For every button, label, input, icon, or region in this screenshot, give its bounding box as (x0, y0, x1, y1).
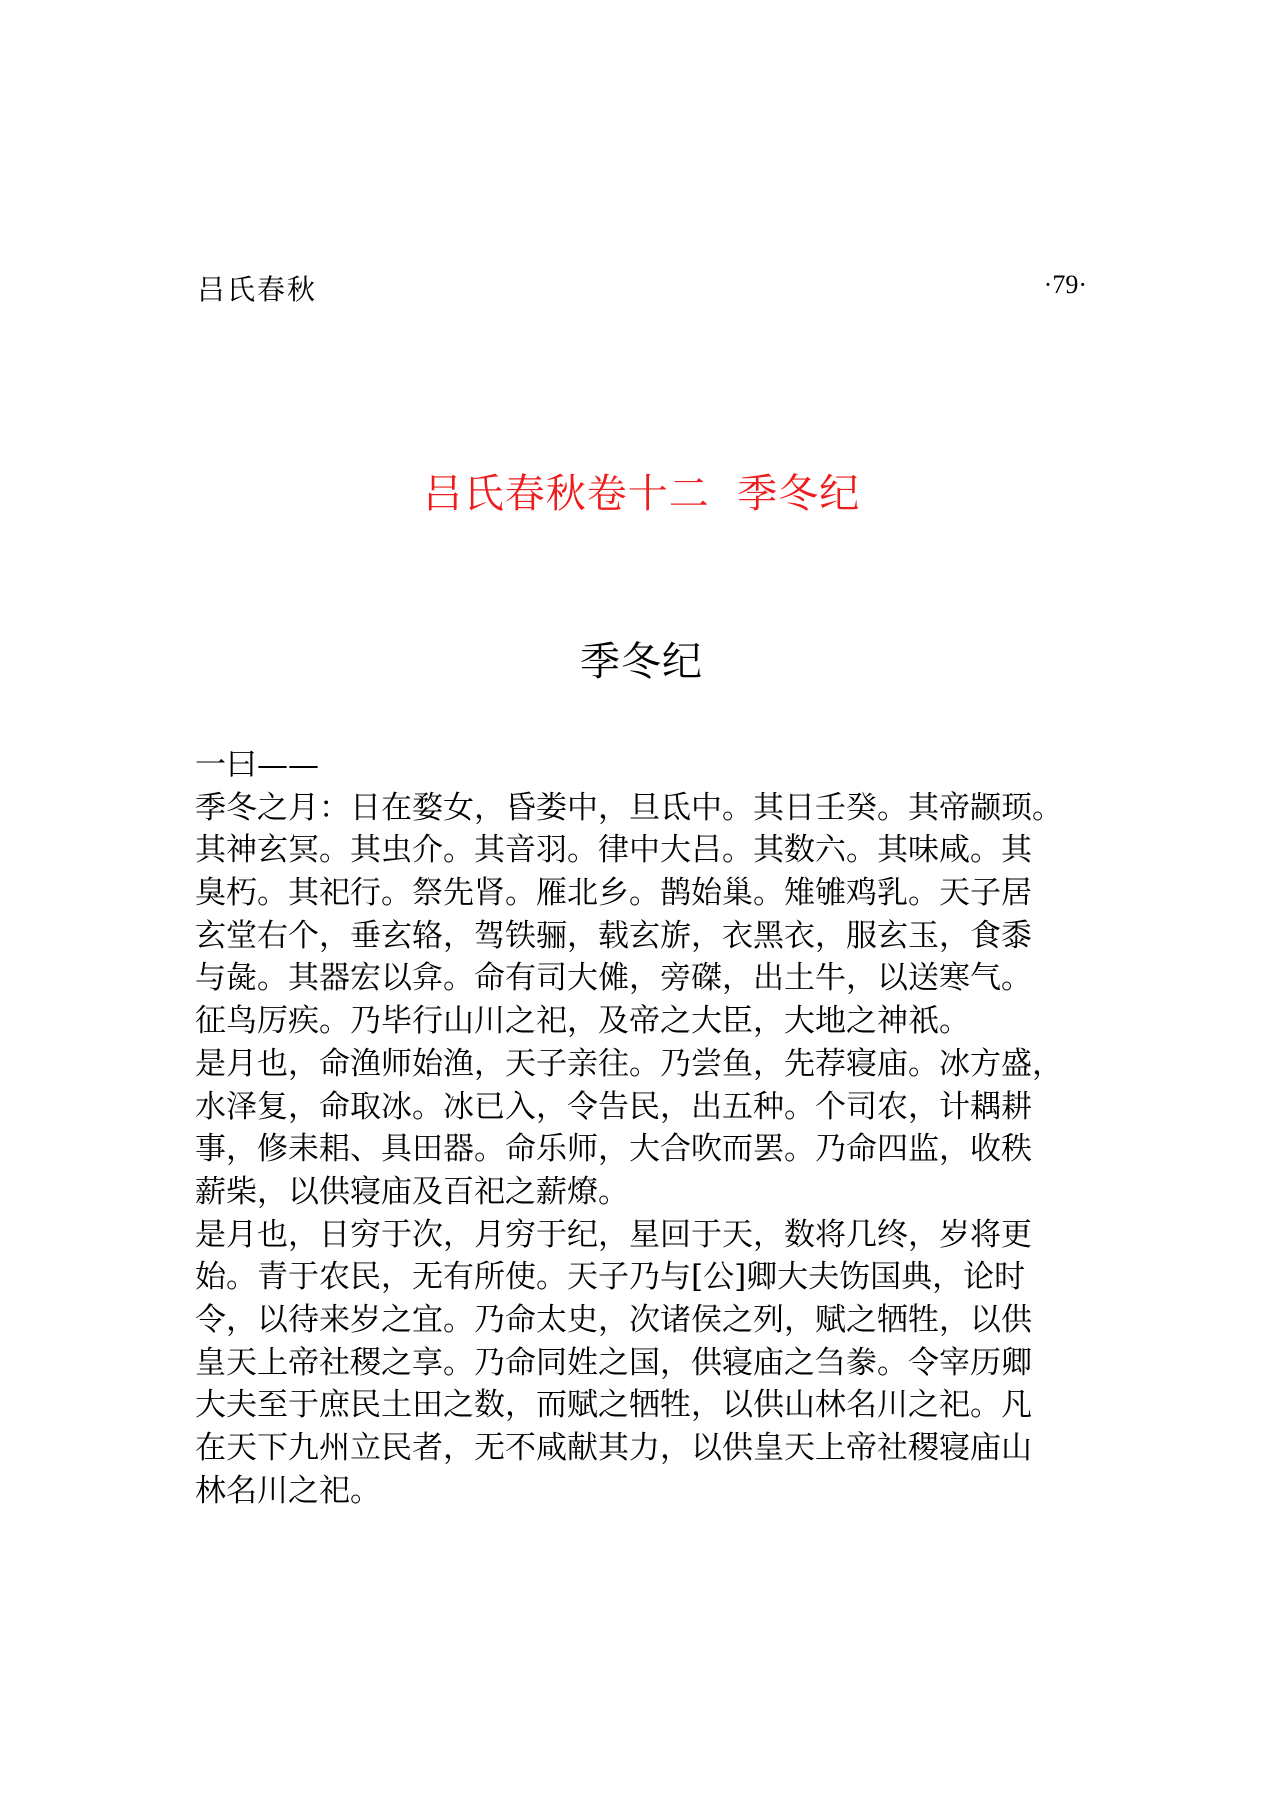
text-line: 大夫至于庶民土田之数，而赋之牺牲，以供山林名川之祀。凡 (195, 1387, 1032, 1424)
text-line: 臭朽。其祀行。祭先肾。雁北乡。鹊始巢。雉雊鸡乳。天子居 (195, 875, 1032, 912)
page-number: ·79· (1043, 270, 1087, 299)
book-title: 吕氏春秋 (197, 273, 318, 306)
text-line: 薪柴，以供寝庙及百祀之薪燎。 (195, 1173, 629, 1210)
text-line: 是月也，日穷于次，月穷于纪，星回于天，数将几终，岁将更 (195, 1216, 1032, 1253)
text-line: 季冬之月：日在婺女，昏娄中，旦氐中。其日壬癸。其帝颛顼。 (195, 789, 1063, 826)
text-line: 在天下九州立民者，无不咸献其力，以供皇天上帝社稷寝庙山 (195, 1430, 1032, 1466)
text-line: 令，以待来岁之宜。乃命太史，次诸侯之列，赋之牺牲，以供 (195, 1301, 1032, 1338)
body-text (195, 744, 1105, 1512)
text-line: 始。青于农民，无有所使。天子乃与[公]卿大夫饬国典，论时 (195, 1259, 1026, 1296)
text-line: 玄堂右个，垂玄辂，驾铁骊，载玄旂，衣黑衣，服玄玉，食黍 (195, 917, 1032, 954)
text-line: 征鸟厉疾。乃毕行山川之祀，及帝之大臣，大地之神祇。 (195, 1003, 970, 1040)
text-line: 是月也，命渔师始渔，天子亲往。乃尝鱼，先荐寝庙。冰方盛， (195, 1045, 1063, 1082)
text-line: 其神玄冥。其虫介。其音羽。律中大吕。其数六。其味咸。其 (195, 832, 1032, 869)
section-title: 季冬纪 (580, 639, 703, 685)
running-header (197, 268, 1087, 308)
text-line: 与彘。其器宏以弇。命有司大傩，旁磔，出土牛，以送寒气。 (195, 960, 1032, 997)
text-line: 事，修耒耜、具田器。命乐师，大合吹而罢。乃命四监，收秩 (195, 1131, 1032, 1168)
text-line: 林名川之祀。 (195, 1472, 381, 1509)
text-line: 皇天上帝社稷之享。乃命同姓之国，供寝庙之刍豢。令宰历卿 (195, 1344, 1032, 1381)
chapter-title: 吕氏春秋卷十二 季冬纪 (422, 471, 861, 517)
text-line: 水泽复，命取冰。冰已入，令告民，出五种。个司农，计耦耕 (195, 1088, 1032, 1125)
text-line: 一曰—— (195, 747, 319, 783)
